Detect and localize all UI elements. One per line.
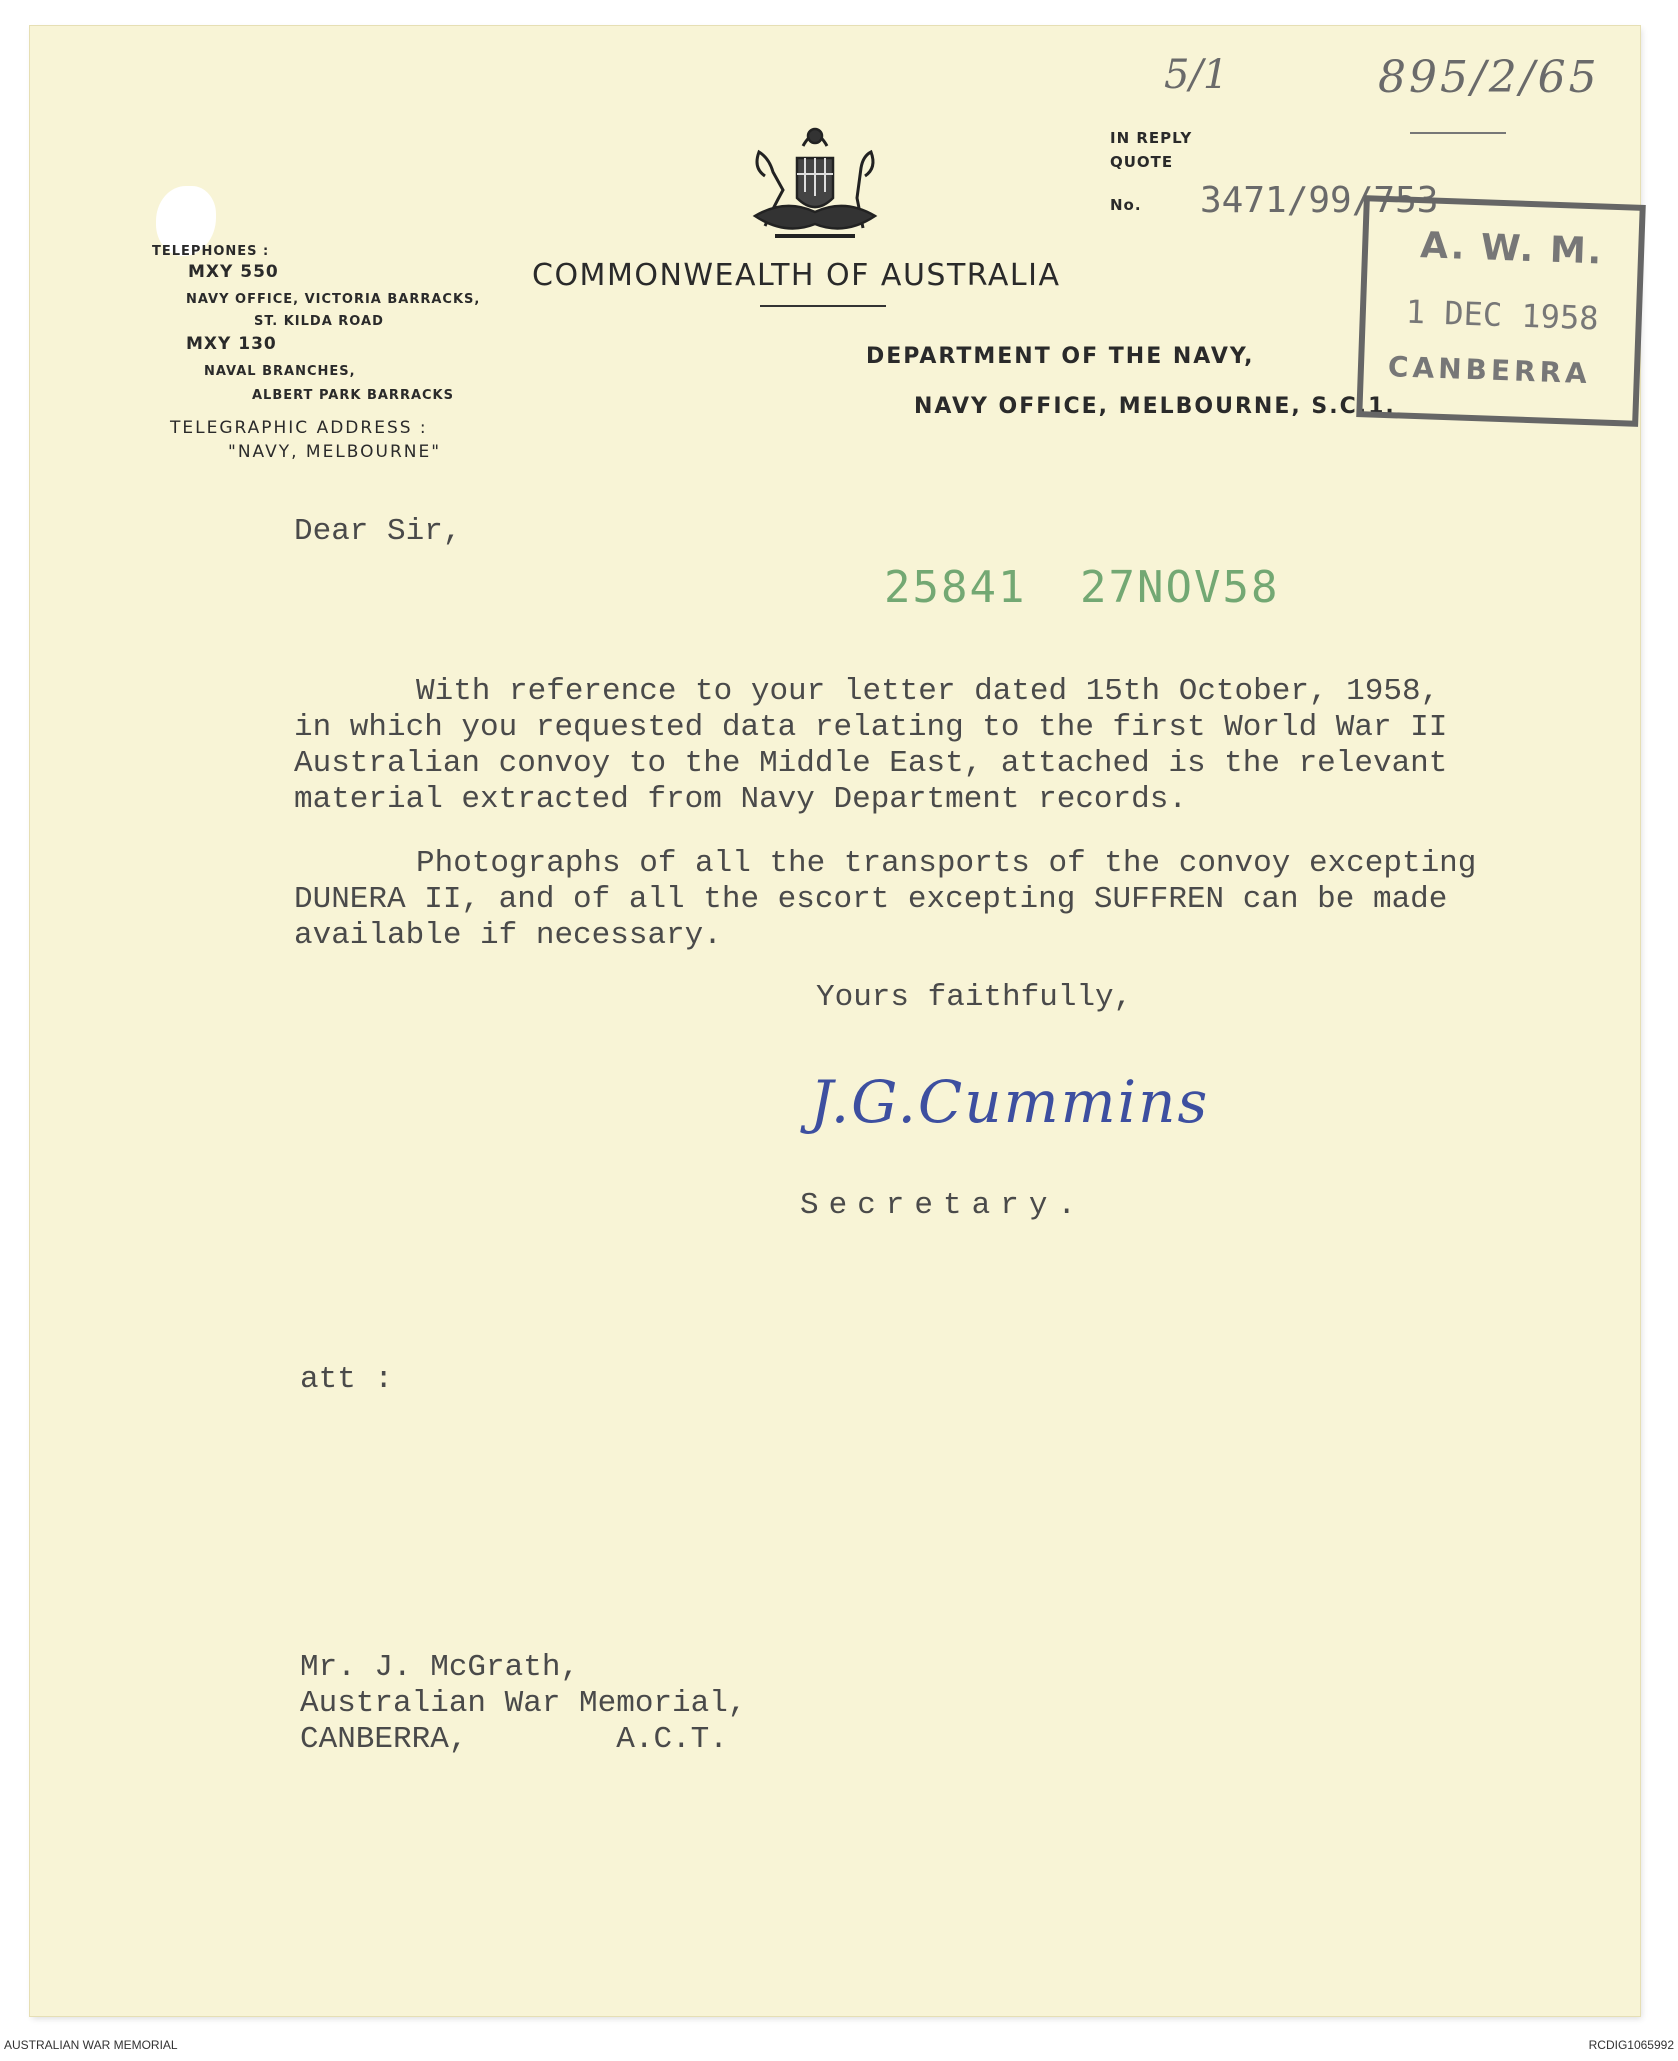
recipient-line2: Australian War Memorial, bbox=[300, 1686, 747, 1721]
letterhead-title: COMMONWEALTH OF AUSTRALIA bbox=[532, 258, 1061, 293]
reply-number-label: No. bbox=[1110, 196, 1142, 214]
signatory-title: Secretary. bbox=[800, 1188, 1087, 1223]
para1-line4: material extracted from Navy Department records. bbox=[294, 782, 1187, 817]
registry-stamp-date: 27NOV58 bbox=[1080, 562, 1280, 613]
footer-archive-name: AUSTRALIAN WAR MEMORIAL bbox=[4, 2038, 178, 2052]
file-number-underline bbox=[1410, 132, 1506, 134]
reply-reference-number: 3471/99/753 bbox=[1200, 180, 1439, 221]
telegraphic-address: "NAVY, MELBOURNE" bbox=[228, 442, 442, 462]
telephones-label: TELEPHONES : bbox=[152, 244, 270, 259]
stamp-place: CANBERRA bbox=[1387, 350, 1592, 391]
phone2-address-line1: NAVAL BRANCHES, bbox=[204, 364, 356, 379]
office-address: NAVY OFFICE, MELBOURNE, S.C.1. bbox=[914, 394, 1396, 419]
phone-number-1: MXY 550 bbox=[188, 262, 279, 282]
enclosure-note: att : bbox=[300, 1362, 394, 1397]
para1-line2: in which you requested data relating to the first World War II bbox=[294, 710, 1448, 745]
telegraphic-label: TELEGRAPHIC ADDRESS : bbox=[170, 418, 428, 438]
footer-record-id: RCDIG1065992 bbox=[1588, 2038, 1674, 2052]
salutation: Dear Sir, bbox=[294, 514, 462, 549]
para1-line3: Australian convoy to the Middle East, attached is the relevant bbox=[294, 746, 1448, 781]
department-name: DEPARTMENT OF THE NAVY, bbox=[866, 344, 1255, 369]
file-fraction: 5/1 bbox=[1164, 52, 1229, 98]
recipient-line3: CANBERRA, A.C.T. bbox=[300, 1722, 728, 1757]
stamp-date: 1 DEC 1958 bbox=[1405, 292, 1600, 338]
para1-line1: With reference to your letter dated 15th October, 1958, bbox=[416, 674, 1440, 709]
stamp-org: A. W. M. bbox=[1419, 225, 1605, 273]
phone2-address-line2: ALBERT PARK BARRACKS bbox=[252, 388, 454, 403]
awm-received-stamp bbox=[1356, 195, 1646, 427]
phone1-address-line2: ST. KILDA ROAD bbox=[254, 314, 384, 329]
file-number: 895/2/65 bbox=[1378, 52, 1600, 103]
title-rule bbox=[760, 305, 886, 307]
para2-line2: DUNERA II, and of all the escort excepting SUFFREN can be made bbox=[294, 882, 1448, 917]
para2-line3: available if necessary. bbox=[294, 918, 722, 953]
coat-of-arms-icon bbox=[735, 118, 895, 248]
signature: J.G.Cummins bbox=[810, 1068, 1210, 1136]
phone-number-2: MXY 130 bbox=[186, 334, 277, 354]
closing: Yours faithfully, bbox=[816, 980, 1133, 1015]
phone1-address-line1: NAVY OFFICE, VICTORIA BARRACKS, bbox=[186, 292, 481, 307]
para2-line1: Photographs of all the transports of the convoy excepting bbox=[416, 846, 1477, 881]
recipient-line1: Mr. J. McGrath, bbox=[300, 1650, 580, 1685]
registry-stamp-number: 25841 bbox=[884, 562, 1027, 613]
reply-quote-label: IN REPLY QUOTE bbox=[1110, 129, 1193, 171]
